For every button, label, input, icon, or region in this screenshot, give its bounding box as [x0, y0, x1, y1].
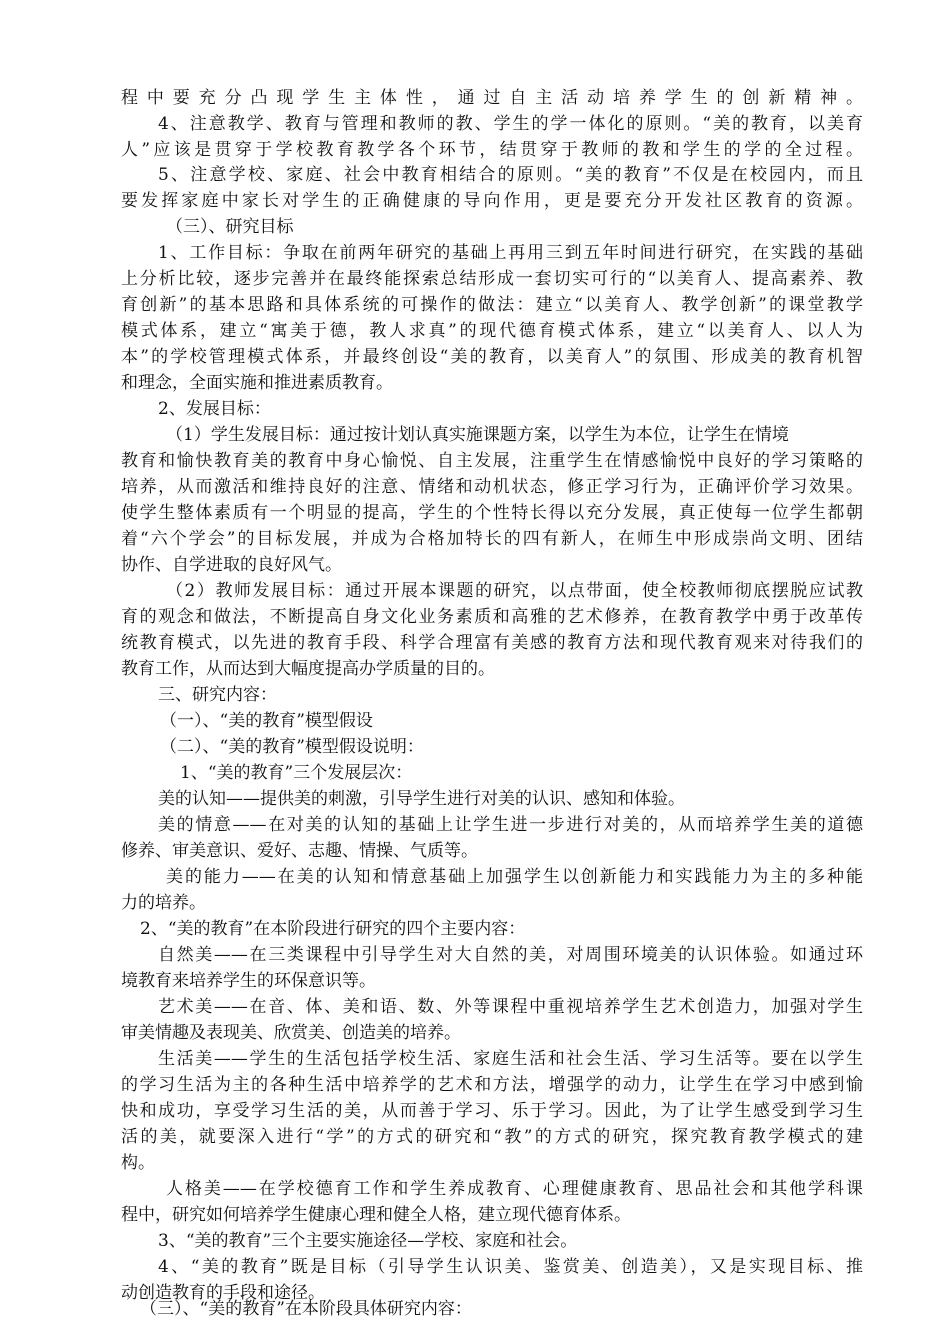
text-line: 程中要充分凸现学生主体性，通过自主活动培养学生的创新精神。 [121, 88, 863, 108]
section-heading: （三）、“美的教育”在本阶段具体研究内容： [140, 1299, 472, 1319]
text-line: 美的能力——在美的认知和情意基础上加强学生以创新能力和实践能力为主的多种能 [166, 867, 863, 887]
text-line: 使学生整体素质有一个明显的提高，学生的个性特长得以充分发展，真正使每一位学生都朝 [121, 503, 863, 523]
text-line: 的学习生活为主的各种生活中培养学的艺术和方法，增强学的动力，让学生在学习中感到愉 [121, 1075, 863, 1095]
text-line: （2）教师发展目标：通过开展本课题的研究，以点带面，使全校教师彻底摆脱应试教 [166, 581, 863, 601]
text-line: 构。 [121, 1153, 155, 1173]
text-line: 力的培养。 [121, 893, 206, 913]
text-line: 5、注意学校、家庭、社会中教育相结合的原则。“美的教育”不仅是在校园内，而且 [158, 165, 863, 185]
text-line: 修养、审美意识、爱好、志趣、情操、气质等。 [121, 841, 478, 861]
text-line: 协作、自学进取的良好风气。 [121, 555, 342, 575]
text-line: 美的情意——在对美的认知的基础上让学生进一步进行对美的，从而培养学生美的道德 [158, 815, 863, 835]
text-line: 教育工作，从而达到大幅度提高办学质量的目的。 [121, 659, 495, 679]
text-line: 模式体系，建立“寓美于德，教人求真”的现代德育模式体系，建立“以美育人、以人为 [121, 321, 863, 341]
text-line: 程中，研究如何培养学生健康心理和健全人格，建立现代德育体系。 [121, 1205, 631, 1225]
text-line: 培养，从而激活和维持良好的注意、情绪和动机状态，修正学习行为，正确评价学习效果。 [121, 477, 863, 497]
text-line: 活的美，就要深入进行“学”的方式的研究和“教”的方式的研究，探究教育教学模式的建 [121, 1127, 863, 1147]
text-line: 育创新”的基本思路和具体系统的可操作的做法：建立“以美育人、教学创新”的课堂教学 [121, 295, 863, 315]
text-line: （1）学生发展目标：通过按计划认真实施课题方案，以学生为本位，让学生在情境 [166, 425, 789, 445]
text-line: 上分析比较，逐步完善并在最终能探索总结形成一套切实可行的“以美育人、提高素养、教 [121, 269, 863, 289]
text-line: 着“六个学会”的目标发展，并成为合格加特长的四有新人，在师生中形成崇尚文明、团结 [121, 529, 863, 549]
text-line: 统教育模式，以先进的教育手段、科学合理富有美感的教育方法和现代教育观来对待我们的 [121, 633, 863, 653]
text-line: 要发挥家庭中家长对学生的正确健康的导向作用，更是要充分开发社区教育的资源。 [121, 191, 863, 211]
text-line: 境教育来培养学生的环保意识等。 [121, 971, 376, 991]
text-line: 和理念，全面实施和推进素质教育。 [121, 373, 393, 393]
text-line: 自然美——在三类课程中引导学生对大自然的美，对周围环境美的认识体验。如通过环 [158, 945, 863, 965]
text-line: 1、工作目标：争取在前两年研究的基础上再用三到五年时间进行研究，在实践的基础 [158, 243, 863, 263]
section-heading: （三）、研究目标 [166, 217, 294, 237]
text-line: 教育和愉快教育美的教育中身心愉悦、自主发展，注重学生在情感愉悦中良好的学习策略的 [121, 451, 863, 471]
section-heading: 三、研究内容： [158, 685, 277, 705]
text-line: 人格美——在学校德育工作和学生养成教育、心理健康教育、思品社会和其他学科课 [166, 1179, 863, 1199]
text-line: 2、发展目标： [158, 399, 271, 419]
text-line: 快和成功，享受学习生活的美，从而善于学习、乐于学习。因此，为了让学生感受到学习生 [121, 1101, 863, 1121]
section-heading: （一）、“美的教育”模型假设 [160, 711, 373, 731]
text-line: 4、“美的教育”既是目标（引导学生认识美、鉴赏美、创造美），又是实现目标、推 [158, 1257, 863, 1277]
text-line: 育的观念和做法，不断提高自身文化业务素质和高雅的艺术修养，在教育教学中勇于改革传 [121, 607, 863, 627]
text-line: 人”应该是贯穿于学校教育教学各个环节，结贯穿于教师的教和学生的学的全过程。 [121, 140, 863, 160]
text-line: 1、“美的教育”三个发展层次： [180, 763, 413, 783]
text-line: 审美情趣及表现美、欣赏美、创造美的培养。 [121, 1023, 461, 1043]
text-line: 本”的学校管理模式体系，并最终创设“美的教育，以美育人”的氛围、形成美的教育机智 [121, 347, 863, 367]
text-line: 3、“美的教育”三个主要实施途径—学校、家庭和社会。 [158, 1231, 578, 1251]
text-line: 生活美——学生的生活包括学校生活、家庭生活和社会生活、学习生活等。要在以学生 [158, 1049, 863, 1069]
text-line: 2、“美的教育”在本阶段进行研究的四个主要内容： [140, 919, 526, 939]
text-line: 美的认知——提供美的刺激，引导学生进行对美的认识、感知和体验。 [158, 789, 685, 809]
text-line: 动创造教育的手段和途径。 [121, 1283, 325, 1303]
text-line: 艺术美——在音、体、美和语、数、外等课程中重视培养学生艺术创造力，加强对学生 [158, 997, 863, 1017]
section-heading: （二）、“美的教育”模型假设说明： [160, 737, 424, 757]
text-line: 4、注意教学、教育与管理和教师的教、学生的学一体化的原则。“美的教育，以美育 [158, 114, 863, 134]
